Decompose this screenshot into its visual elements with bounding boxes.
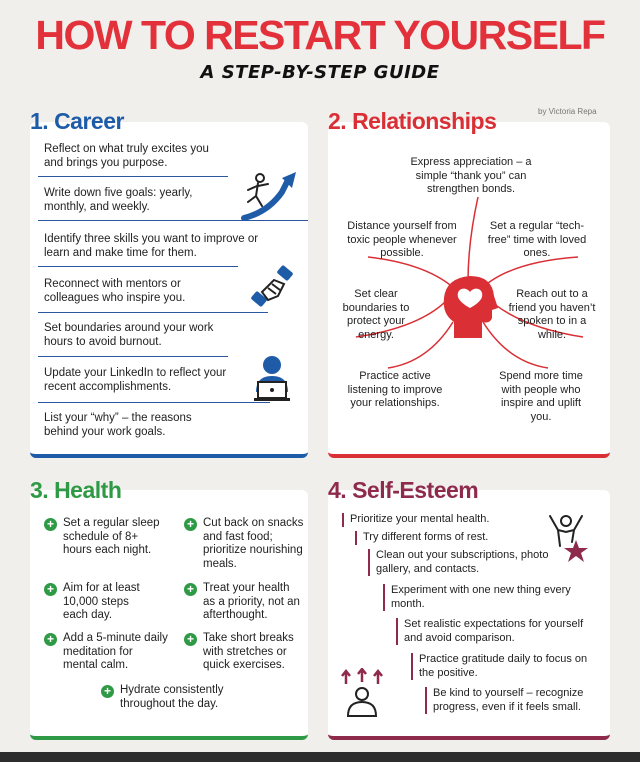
relationships-item-3: Set a regular “tech-free” time with loved ones.: [487, 220, 587, 259]
self-esteem-item-7: Be kind to yourself – recognize progress, even if it feels small.: [425, 687, 605, 714]
career-divider: [38, 176, 228, 177]
self-esteem-item-4: Experiment with one new thing every month.: [383, 584, 573, 611]
plus-icon: +: [184, 583, 197, 596]
cheering-person-star-icon: [546, 512, 596, 564]
career-divider: [38, 402, 270, 403]
health-item-text: Treat your health as a priority, not an afterthought.: [203, 582, 300, 621]
relationships-title: 2. Relationships: [328, 108, 497, 134]
career-item-1: Reflect on what truly excites you and brings you purpose.: [44, 143, 209, 169]
career-item-6: Update your LinkedIn to reflect your recent accomplishments.: [44, 367, 227, 393]
plus-icon: +: [44, 633, 57, 646]
health-item-text: Aim for at least 10,000 steps each day.: [63, 582, 140, 621]
self-esteem-item-6: Practice gratitude daily to focus on the positive.: [411, 653, 601, 680]
career-divider: [38, 266, 238, 267]
page-subtitle: A STEP-BY-STEP GUIDE: [200, 62, 440, 83]
career-item-5: Set boundaries around your work hours to avoid burnout.: [44, 322, 214, 348]
career-divider: [38, 356, 228, 357]
career-item-4: Reconnect with mentors or colleagues who inspire you.: [44, 278, 186, 304]
self-esteem-item-5: Set realistic expectations for yourself and avoid comparison.: [396, 618, 588, 645]
health-item-text: Hydrate consistently throughout the day.: [120, 684, 224, 710]
relationships-item-6: Practice active listening to improve your relationships.: [347, 370, 443, 409]
career-item-3: Identify three skills you want to improve or learn and make time for them.: [44, 233, 259, 259]
self-esteem-item-2: Try different forms of rest.: [355, 531, 535, 545]
health-item-text: Cut back on snacks and fast food; prioritize nourishing meals.: [203, 517, 304, 570]
career-item-7: List your “why” – the reasons behind your work goals.: [44, 412, 192, 438]
career-divider: [38, 312, 268, 313]
plus-icon: +: [44, 518, 57, 531]
health-item-5: [44, 632, 169, 673]
footer-bar: [0, 752, 640, 762]
relationships-item-1: Express appreciation – a simple “thank you” can strengthen bonds.: [410, 156, 532, 195]
author-byline: by Victoria Repa: [538, 107, 597, 116]
person-growth-arrows-icon: [340, 668, 384, 718]
career-title: 1. Career: [30, 108, 124, 134]
plus-icon: +: [101, 685, 114, 698]
person-at-laptop-icon: [246, 352, 298, 404]
health-item-4: [184, 582, 304, 623]
plus-icon: +: [44, 583, 57, 596]
climbing-person-arrow-icon: [238, 168, 302, 224]
relationships-item-2: Distance yourself from toxic people whenever possible.: [347, 220, 457, 259]
handshake-icon: [248, 262, 298, 312]
health-item-text: Set a regular sleep schedule of 8+ hours each night.: [63, 517, 160, 556]
plus-icon: +: [184, 518, 197, 531]
health-item-3: [44, 582, 154, 623]
health-item-6: [184, 632, 309, 673]
health-item-7: [101, 684, 251, 711]
career-item-2: Write down five goals: yearly, monthly, and weekly.: [44, 187, 193, 213]
page-title: HOW TO RESTART YOURSELF: [35, 12, 605, 58]
self-esteem-item-1: Prioritize your mental health.: [342, 513, 542, 527]
plus-icon: +: [184, 633, 197, 646]
health-item-text: Add a 5-minute daily meditation for mental calm.: [63, 632, 168, 671]
relationships-item-4: Set clear boundaries to protect your energy.: [342, 288, 410, 341]
relationships-item-5: Reach out to a friend you haven’t spoken to in a while.: [508, 288, 596, 341]
health-item-1: [44, 517, 164, 558]
self-esteem-title: 4. Self-Esteem: [328, 477, 479, 503]
relationships-item-7: Spend more time with people who inspire and uplift you.: [499, 370, 583, 423]
head-with-heart-icon: [440, 272, 500, 340]
health-item-2: [184, 517, 304, 571]
health-title: 3. Health: [30, 477, 122, 503]
health-item-text: Take short breaks with stretches or quick exercises.: [203, 632, 294, 671]
self-esteem-item-3: Clean out your subscriptions, photo gallery, and contacts.: [368, 549, 554, 576]
